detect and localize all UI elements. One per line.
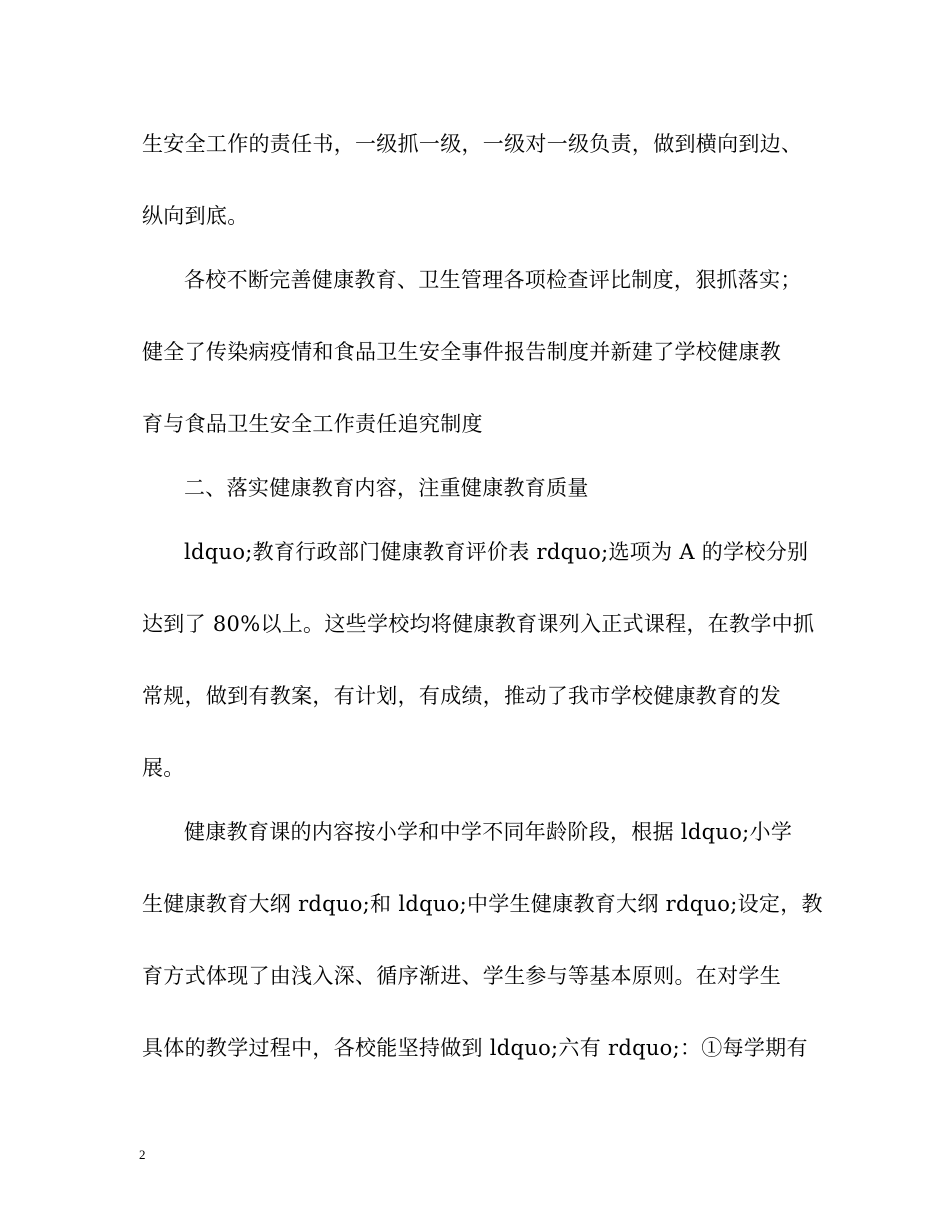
body-text-line: 育与食品卫生安全工作责任追究制度 xyxy=(142,412,483,436)
paragraph-start-line: ldquo;教育行政部门健康教育评价表 rdquo;选项为 A 的学校分别 xyxy=(184,540,809,564)
body-text-line: 生健康教育大纲 rdquo;和 ldquo;中学生健康教育大纲 rdquo;设定，教 xyxy=(142,892,823,916)
page-number: 2 xyxy=(139,1147,146,1162)
body-text-line: 具体的教学过程中，各校能坚持做到 ldquo;六有 rdquo;：①每学期有 xyxy=(142,1036,808,1060)
body-text-line: 常规，做到有教案，有计划，有成绩，推动了我市学校健康教育的发 xyxy=(142,684,781,708)
body-text-line: 健全了传染病疫情和食品卫生安全事件报告制度并新建了学校健康教 xyxy=(142,340,781,364)
body-text-line: 展。 xyxy=(142,756,185,780)
body-text-line: 育方式体现了由浅入深、循序渐进、学生参与等基本原则。在对学生 xyxy=(142,964,781,988)
paragraph-start-line: 各校不断完善健康教育、卫生管理各项检查评比制度，狠抓落实； xyxy=(184,268,802,292)
paragraph-start-line: 健康教育课的内容按小学和中学不同年龄阶段，根据 ldquo;小学 xyxy=(184,820,793,844)
section-heading: 二、落实健康教育内容，注重健康教育质量 xyxy=(184,476,589,500)
body-text-line: 生安全工作的责任书，一级抓一级，一级对一级负责，做到横向到边、 xyxy=(142,132,803,156)
body-text-line: 纵向到底。 xyxy=(142,204,249,228)
body-text-line: 达到了 80%以上。这些学校均将健康教育课列入正式课程，在教学中抓 xyxy=(142,612,815,636)
